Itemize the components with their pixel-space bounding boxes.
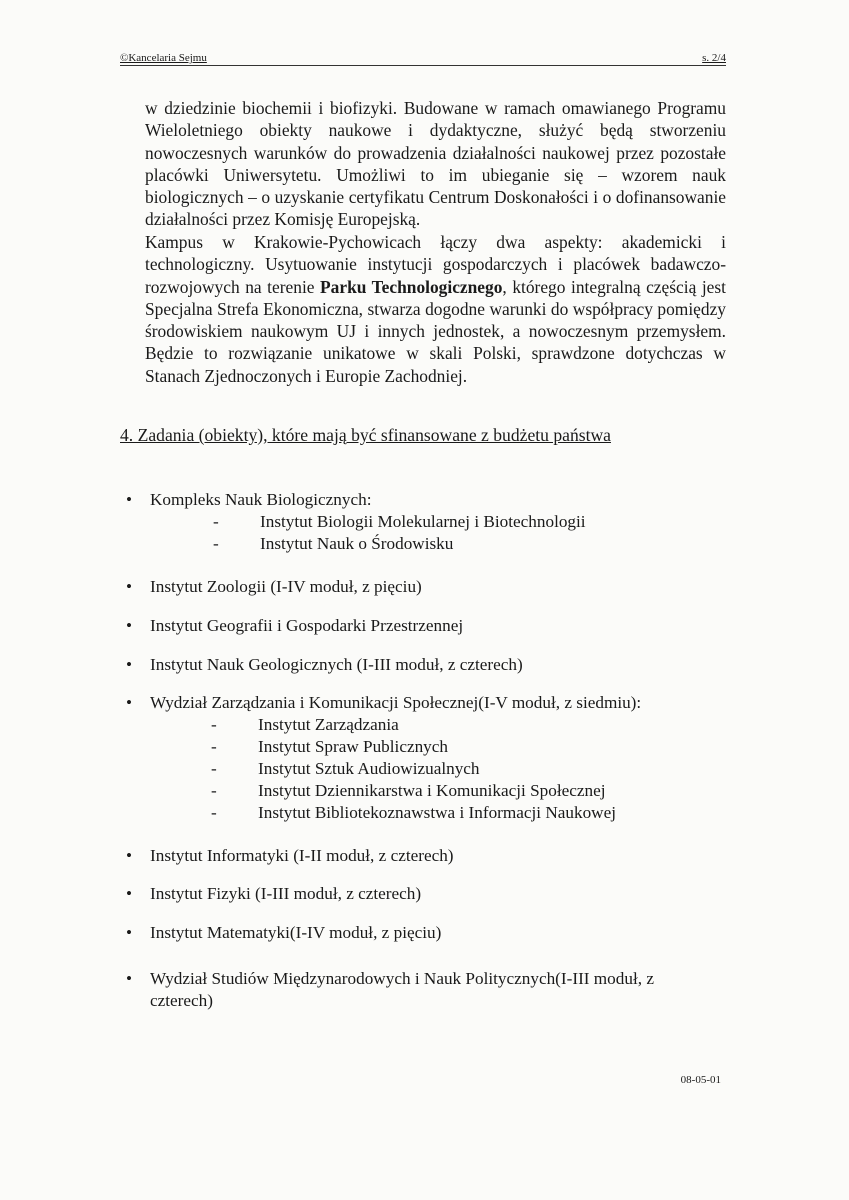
sub-item-label: Instytut Biologii Molekularnej i Biotechnologii <box>260 512 586 531</box>
sub-item-label: Instytut Zarządzania <box>258 715 399 734</box>
page-header <box>120 52 726 66</box>
list-item-label: czterech) <box>150 991 213 1010</box>
list-item-label: Kompleks Nauk Biologicznych: <box>150 490 372 509</box>
dash-icon: - <box>211 803 217 822</box>
paragraph-2 <box>145 231 726 387</box>
bullet-icon: • <box>126 693 133 712</box>
sub-item-label: Instytut Nauk o Środowisku <box>260 534 454 553</box>
list-item-label: Instytut Nauk Geologicznych (I-III moduł, z czterech) <box>150 655 523 674</box>
dash-icon: - <box>211 715 217 734</box>
sub-item-label: Instytut Dziennikarstwa i Komunikacji Społecznej <box>258 781 606 800</box>
dash-icon: - <box>211 781 217 800</box>
bullet-icon: • <box>126 655 133 674</box>
sub-item-label: Instytut Spraw Publicznych <box>258 737 448 756</box>
paragraph-1: w dziedzinie biochemii i biofizyki. Budowane w ramach omawianego Programu Wieloletniego obiekty naukowe i dydaktyczne, służyć będą stworzeniu nowoczesnych warunków do prowadzenia działalności naukowej przez pozostałe placówki Uniwersytetu. Umożliwi to im ubieganie się – wzorem nauk biologicznych – o uzyskanie certyfikatu Centrum Doskonałości i o dofinansowanie działalności przez Komisję Europejską. <box>145 98 726 230</box>
dash-icon: - <box>213 512 219 531</box>
list-item-label: Instytut Informatyki (I-II moduł, z czterech) <box>150 846 454 865</box>
bullet-icon: • <box>126 846 133 865</box>
list-item-label: Instytut Geografii i Gospodarki Przestrzennej <box>150 616 464 635</box>
list-item-label: Wydział Zarządzania i Komunikacji Społecznej(I-V moduł, z siedmiu): <box>150 693 642 712</box>
paragraph-2-end: , którego integralną częścią jest Specjalna Strefa Ekonomiczna, stwarza dogodne warunki do współpracy pomiędzy środowiskiem naukowym UJ i innych jednostek, a nowoczesnym przemysłem. Będzie to rozwiązanie unikatowe w skali Polski, sprawdzone dotychczas w Stanach Zjednoczonych i Europie Zachodniej. <box>145 276 726 386</box>
dash-icon: - <box>211 737 217 756</box>
section-heading: 4. Zadania (obiekty), które mają być sfinansowane z budżetu państwa <box>120 425 611 445</box>
list-item-label: Instytut Matematyki(I-IV moduł, z pięciu) <box>150 923 442 942</box>
header-page-number: s. 2/4 <box>702 52 726 64</box>
bullet-icon: • <box>126 490 133 509</box>
paragraph-2-start: Kampus w Krakowie-Pychowicach łączy dwa aspekty: akademicki i technologiczny. Usytuowanie instytucji gospodarczych i placówek badawczo-rozwojowych na terenie <box>145 232 726 297</box>
bullet-icon: • <box>126 577 133 596</box>
bullet-icon: • <box>126 616 133 635</box>
sub-item-label: Instytut Bibliotekoznawstwa i Informacji Naukowej <box>258 803 616 822</box>
list-item-label: Wydział Studiów Międzynarodowych i Nauk Politycznych(I-III moduł, z <box>150 969 654 988</box>
sub-item-label: Instytut Sztuk Audiowizualnych <box>258 759 480 778</box>
list-item-label: Instytut Zoologii (I-IV moduł, z pięciu) <box>150 577 422 596</box>
footer-date: 08-05-01 <box>680 1074 721 1086</box>
list-item-label: Instytut Fizyki (I-III moduł, z czterech) <box>150 884 422 903</box>
dash-icon: - <box>213 534 219 553</box>
bullet-icon: • <box>126 923 133 942</box>
bullet-icon: • <box>126 969 133 988</box>
dash-icon: - <box>211 759 217 778</box>
paragraph-2-bold: Parku Technologicznego <box>320 276 503 297</box>
header-source: ©Kancelaria Sejmu <box>120 52 207 64</box>
bullet-icon: • <box>126 884 133 903</box>
